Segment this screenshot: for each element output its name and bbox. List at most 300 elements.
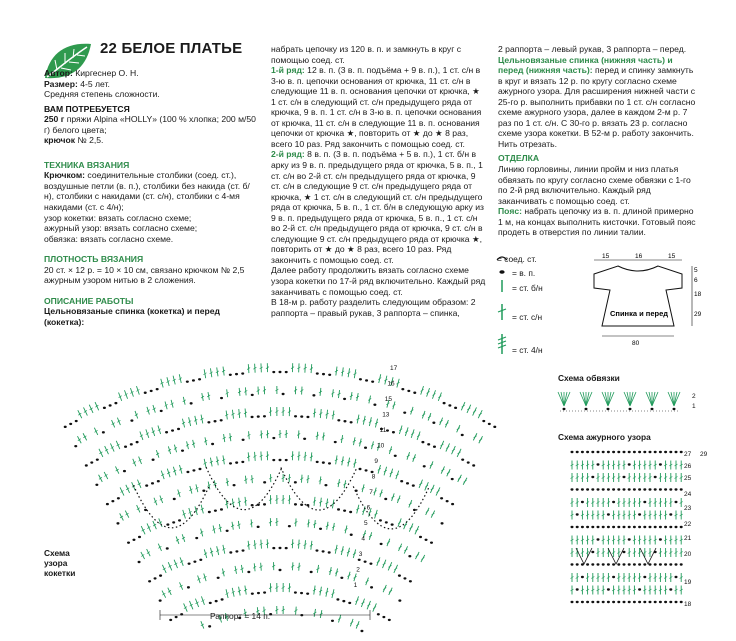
chain-dot — [166, 547, 169, 549]
chain-dot — [160, 410, 163, 412]
chain-dot — [617, 451, 620, 453]
chain-dot — [585, 408, 588, 410]
chain-dot — [597, 451, 600, 453]
chain-dot — [643, 451, 646, 453]
chain-dot — [617, 601, 620, 603]
technique-line: узор кокетки: вязать согласно схеме; — [44, 212, 192, 223]
chain-dot — [214, 509, 217, 511]
density-heading: ПЛОТНОСТЬ ВЯЗАНИЯ — [44, 254, 144, 265]
chain-dot — [186, 471, 189, 473]
chain-dot — [319, 528, 322, 530]
chain-dot — [591, 551, 594, 553]
chain-dot — [220, 508, 223, 510]
chain-dot — [114, 402, 117, 404]
chain-dot — [638, 451, 641, 453]
stitch-mark — [649, 392, 652, 406]
chain-dot — [607, 513, 610, 515]
chain-dot — [300, 592, 303, 594]
chain-dot — [288, 525, 291, 527]
hook-text: № 2,5. — [75, 135, 104, 146]
chain-dot — [364, 446, 367, 448]
chain-dot — [602, 451, 605, 453]
column-2 — [271, 44, 486, 318]
chain-dot — [398, 599, 401, 601]
chain-dot — [199, 559, 202, 561]
stitch-mark — [558, 392, 564, 406]
chain-dot — [272, 437, 275, 439]
author-label: Автор: — [44, 68, 73, 78]
chain-dot — [628, 538, 631, 540]
chain-dot — [659, 563, 662, 565]
stitch-mark — [627, 392, 630, 406]
chain-dot — [591, 601, 594, 603]
chain-dot — [95, 484, 98, 486]
chain-dot — [350, 421, 353, 423]
chain-dot — [340, 577, 343, 579]
row-number: 17 — [390, 365, 398, 372]
chain-dot — [441, 522, 444, 524]
chain-dot — [607, 526, 610, 528]
chain-dot — [576, 601, 579, 603]
chain-dot — [421, 441, 424, 443]
chain-dot — [680, 488, 683, 490]
chain-dot — [365, 469, 368, 471]
chain-dot — [263, 503, 266, 505]
difficulty-text: Средняя степень сложности. — [44, 89, 160, 100]
finish-text: Линию горловины, линии пройм и низ платья обвязать по кругу согласно схеме обвязки с 1-го по 2-й ряд включительно. Каждый ряд заканчивать с помощью соед. ст. — [498, 164, 691, 206]
chain-dot — [649, 563, 652, 565]
chain-dot — [312, 394, 315, 396]
chain-dot — [493, 426, 496, 428]
chain-dot — [123, 470, 126, 472]
chain-dot — [127, 541, 130, 543]
chain-dot — [207, 421, 210, 423]
chain-dot — [638, 601, 641, 603]
chain-dot — [669, 451, 672, 453]
chain-dot — [235, 461, 238, 463]
chain-dot — [633, 488, 636, 490]
chain-dot — [282, 393, 285, 395]
chain-dot — [145, 484, 148, 486]
chain-dot — [669, 588, 672, 590]
chain-dot — [103, 407, 106, 409]
technique-heading: ТЕХНИКА ВЯЗАНИЯ — [44, 159, 130, 170]
chain-dot — [597, 538, 600, 540]
chain-dot — [242, 549, 245, 551]
chain-dot — [659, 526, 662, 528]
divide-text: В 18-м р. работу разделить следующим образом: 2 раппорта – правый рукав, 3 раппорта – спинка, — [271, 297, 476, 318]
chain-dot — [654, 451, 657, 453]
chain-dot — [208, 625, 211, 627]
chain-dot — [408, 555, 411, 557]
chain-dot — [272, 459, 275, 461]
chain-dot — [649, 488, 652, 490]
belt-text: набрать цепочку из в. п. длиной примерно 1 м, на концах выполнить кисточки. Готовый пояс продеть в отверстия по линии талии. — [498, 206, 696, 238]
chain-dot — [144, 392, 147, 394]
chain-dot — [178, 519, 181, 521]
chain-dot — [132, 539, 135, 541]
chain-dot — [403, 411, 406, 413]
row-number: 7 — [369, 489, 373, 496]
chain-dot — [316, 372, 319, 374]
chain-dot — [181, 449, 184, 451]
chain-dot — [654, 601, 657, 603]
chain-dot — [607, 488, 610, 490]
chain-dot — [586, 488, 589, 490]
chain-dot — [388, 619, 391, 621]
chain-dot — [628, 563, 631, 565]
stitch-mark — [608, 392, 611, 406]
chain-dot — [643, 488, 646, 490]
chain-dot — [322, 550, 325, 552]
row-number: 19 — [684, 579, 692, 586]
chain-dot — [177, 428, 180, 430]
chain-dot — [638, 526, 641, 528]
chain-dot — [617, 488, 620, 490]
chain-dot — [664, 563, 667, 565]
chain-dot — [322, 461, 325, 463]
chain-dot — [102, 431, 105, 433]
chain-dot — [328, 374, 331, 376]
chain-dot — [109, 404, 112, 406]
chain-dot — [336, 598, 339, 600]
chain-dot — [322, 373, 325, 375]
dim-label: 5 — [694, 267, 698, 274]
chain-dot — [379, 519, 382, 521]
row1-text: 12 в. п. (3 в. п. подъёма + 9 в. п.), 1 ст. с/н в 3-ю в. п. цепочки основания от крючка, 11 ст. с/н в следующие 11 в. п. основания цепочки от крючка, ★ 1 ст. с/н в следующий ст. с/н предыдущего ряда от крючка, 9 в. п. 1 ст. с/н в 3-ю в. п. цепочки основания от крючка, 11 ст. с/н в следующие 11 в. п. основания цепочки от крючка ★, повторить от ★ до ★ 8 раз, всего 10 раз. Ряд закончить с помощью соед. ст. — [271, 65, 482, 149]
chain-dot — [217, 577, 220, 579]
stitch-mark — [580, 392, 586, 406]
chain-dot — [124, 445, 127, 447]
chain-dot — [306, 416, 309, 418]
chain-dot — [138, 536, 141, 538]
chain-dot — [633, 451, 636, 453]
chain-dot — [633, 601, 636, 603]
chain-dot — [659, 538, 662, 540]
chain-dot — [257, 504, 260, 506]
chain-dot — [172, 521, 175, 523]
chain-dot — [152, 459, 155, 461]
chain-dot — [165, 431, 168, 433]
chain-dot — [221, 598, 224, 600]
chain-dot — [602, 488, 605, 490]
chain-dot — [272, 371, 275, 373]
work-intro: Цельновязаные спинка (кокетка) и перед (кокетка): — [44, 306, 221, 327]
chain-dot — [90, 461, 93, 463]
chain-dot — [597, 526, 600, 528]
chain-dot — [279, 569, 282, 571]
chain-dot — [190, 402, 193, 404]
chain-dot — [369, 562, 372, 564]
chain-dot — [597, 563, 600, 565]
technique-line: обвязка: вязать согласно схеме. — [44, 233, 174, 244]
chain-dot — [169, 619, 172, 621]
chain-dot — [612, 488, 615, 490]
lower-text: перед и спинку замкнуть в круг и вязать 12 р. по кругу согласно схеме ажурного узора. Для расширения нижней части с 25-го р. выполнить прибавки по 1 ст. с/н согласно схеме ажурного узора, далее в каждом 2-м р. 7 раз по 1 ст. с/н. С 30-го р. вязать 23 р. согласно схеме узора кокетки. В 52-м р. работу закончить. Нить отрезать. — [498, 65, 696, 149]
row-number: 27 — [684, 451, 692, 458]
chain-dot — [576, 588, 579, 590]
repeat-label: Раппорт = 14 п. — [210, 611, 271, 621]
stitch-mark — [624, 392, 630, 406]
chain-dot — [643, 563, 646, 565]
chain-dot — [649, 601, 652, 603]
stitch-mark — [652, 392, 655, 406]
chain-dot — [448, 404, 451, 406]
crochet-text: соединительные столбики (соед. ст.), воздушные петли (в. п.), столбики без накида (ст. б/н), столбики с накидами (ст. с/н), столбики с 4-мя накидами (ст. с 4/н); — [44, 170, 250, 213]
chain-dot — [638, 588, 641, 590]
chain-dot — [597, 488, 600, 490]
chain-dot — [226, 530, 229, 532]
chain-dot — [74, 445, 77, 447]
chain-dot — [669, 488, 672, 490]
continue-text: Далее работу продолжить вязать согласно схеме узора кокетки по 17-й ряд включительно. Каждый ряд заканчивать с помощью соед. ст. — [271, 265, 486, 297]
chain-dot — [337, 508, 340, 510]
chain-dot — [581, 451, 584, 453]
chain-dot — [263, 591, 266, 593]
chain-dot — [279, 547, 282, 549]
chain-dot — [654, 526, 657, 528]
chain-dot — [472, 464, 475, 466]
chain-dot — [654, 488, 657, 490]
chain-dot — [643, 526, 646, 528]
chain-dot — [643, 601, 646, 603]
chain-dot — [370, 586, 373, 588]
chain-dot — [633, 526, 636, 528]
crochet-label: Крючком: — [44, 170, 86, 181]
chain-dot — [377, 613, 380, 615]
chain-dot — [413, 392, 416, 394]
chain-dot — [380, 543, 383, 545]
stitch-mark — [646, 392, 652, 406]
work-heading: ОПИСАНИЕ РАБОТЫ — [44, 295, 134, 306]
chain-dot — [612, 601, 615, 603]
chain-dot — [294, 481, 297, 483]
chain-dot — [257, 415, 260, 417]
chain-dot — [607, 588, 610, 590]
stitch-mark — [674, 392, 677, 406]
chain-dot — [148, 580, 151, 582]
chain-dot — [328, 462, 331, 464]
chain-dot — [591, 476, 594, 478]
chain-dot — [251, 592, 254, 594]
chain-dot — [359, 468, 362, 470]
column-1 — [44, 68, 256, 327]
row-number: 8 — [371, 473, 376, 481]
lace-chart — [560, 444, 710, 614]
chain-dot — [285, 547, 288, 549]
chain-dot — [343, 398, 346, 400]
chain-dot — [586, 526, 589, 528]
chain-dot — [130, 443, 133, 445]
chain-dot — [300, 415, 303, 417]
stitch-mark — [630, 392, 636, 406]
chain-dot — [571, 526, 574, 528]
chain-dot — [406, 482, 409, 484]
stitch-mark — [608, 392, 614, 406]
chain-dot — [359, 378, 362, 380]
chain-dot — [371, 380, 374, 382]
chain-dot — [306, 504, 309, 506]
chain-dot — [300, 504, 303, 506]
chain-dot — [576, 563, 579, 565]
row-number: 5 — [364, 520, 368, 527]
chain-dot — [675, 563, 678, 565]
chain-dot — [623, 451, 626, 453]
chain-dot — [649, 451, 652, 453]
chain-dot — [382, 616, 385, 618]
yoke-chart-label: Схема узора кокетки — [44, 548, 76, 578]
chain-dot — [669, 513, 672, 515]
row-number: 22 — [684, 521, 692, 528]
legend-double-crochet: = ст. с/н — [512, 312, 543, 322]
chain-dot — [409, 580, 412, 582]
row-number: 20 — [684, 551, 692, 558]
row-number: 25 — [684, 475, 692, 482]
chain-dot — [607, 451, 610, 453]
dim-label: 15 — [668, 253, 676, 260]
chain-dot — [157, 480, 160, 482]
stitch-mark — [564, 392, 567, 406]
stitch-mark — [561, 392, 564, 406]
row-number: 11 — [379, 427, 387, 434]
stitch-mark — [671, 392, 674, 406]
chain-dot — [343, 420, 346, 422]
chain-dot — [680, 451, 683, 453]
density-text: 20 ст. × 12 р. = 10 × 10 см, связано крючком № 2,5 ажурным узором нитью в 2 сложения. — [44, 264, 245, 286]
chain-dot — [612, 451, 615, 453]
chain-dot — [425, 539, 428, 541]
chain-dot — [623, 563, 626, 565]
chain-dot — [461, 434, 464, 436]
chain-dot — [451, 503, 454, 505]
dim-label: 16 — [635, 253, 643, 260]
stitch-mark — [652, 392, 658, 406]
chain-dot — [198, 378, 201, 380]
row-number: 6 — [366, 504, 371, 512]
chain-dot — [571, 601, 574, 603]
chain-dot — [150, 390, 153, 392]
chain-dot — [607, 408, 610, 410]
chain-dot — [638, 488, 641, 490]
chain-dot — [144, 509, 147, 511]
column-3 — [498, 44, 700, 238]
chain-dot — [159, 574, 162, 576]
stitch-mark — [586, 392, 589, 406]
fan-stitch — [608, 548, 624, 564]
chain-dot — [628, 526, 631, 528]
yarn-text: пряжи Alpina «HOLLY» (100 % хлопка; 200 м/50 г) белого цвета; — [44, 114, 256, 135]
chain-dot — [251, 416, 254, 418]
chain-dot — [597, 601, 600, 603]
chain-dot — [628, 601, 631, 603]
chain-dot — [576, 526, 579, 528]
row-number: 18 — [684, 601, 692, 608]
lace-chart-label: Схема ажурного узора — [558, 432, 651, 442]
row-number: 16 — [387, 380, 395, 388]
chain-dot — [242, 439, 245, 441]
chain-dot — [586, 601, 589, 603]
chain-dot — [263, 481, 266, 483]
chain-dot — [64, 426, 67, 428]
chain-dot — [229, 551, 232, 553]
row-number: 4 — [361, 535, 366, 543]
chain-dot — [117, 497, 120, 499]
chain-dot — [364, 560, 367, 562]
chain-dot — [294, 503, 297, 505]
chain-dot — [427, 443, 430, 445]
row-number: 1 — [353, 582, 358, 589]
row-number: 3 — [358, 551, 363, 558]
chain-dot — [623, 551, 626, 553]
chain-dot — [263, 415, 266, 417]
chain-dot — [581, 601, 584, 603]
chain-dot — [241, 461, 244, 463]
row-number: 29 — [700, 451, 708, 458]
col2-intro: набрать цепочку из 120 в. п. и замкнуть в круг с помощью соед. ст. — [271, 44, 462, 65]
chain-dot — [171, 429, 174, 431]
chain-dot — [186, 380, 189, 382]
chain-dot — [669, 526, 672, 528]
chain-dot — [623, 601, 626, 603]
chain-dot — [576, 513, 579, 515]
stitch-mark — [630, 392, 633, 406]
row2-text: 8 в. п. (3 в. п. подъёма + 5 в. п.), 1 ст. б/н в арку из 9 в. п. предыдущего ряда от крючка, 5 в. п., 1 ст. с/н во 2-й ст. с/н предыдущего ряда от крючка, 9 ст. с/н в следующие 9 ст. с/н предыдущего ряда от крючка, ★ 1 ст. с/н в следующий ст. с/н предыдущего ряда от крючка, 5 в. п., 1 ст. б/н в следующую арку из 9 в. п. предыдущего ряда от крючка, 5 в. п., 1 ст. с/н во 2-й ст. с/н предыдущего ряда от крючка, 9 ст. с/н в следующие 9 ст. с/н предыдущего ряда от крючка ★, повторить от ★ до ★ 8 раз, всего 10 раз. Ряд закончить с помощью соед. ст. — [271, 149, 484, 265]
author-value: Киргеснер О. Н. — [72, 68, 139, 78]
legend-chain: = в. п. — [512, 268, 536, 278]
chain-dot — [294, 591, 297, 593]
chain-dot — [571, 563, 574, 565]
chain-dot — [607, 601, 610, 603]
fan-stitch — [640, 548, 656, 564]
chain-dot — [198, 468, 201, 470]
chain-dot — [612, 501, 615, 503]
chain-dot — [664, 601, 667, 603]
row-number: 21 — [684, 535, 692, 542]
chain-dot — [675, 601, 678, 603]
stitch-mark — [586, 392, 592, 406]
chain-dot — [220, 419, 223, 421]
row-number: 24 — [684, 491, 692, 498]
chain-dot — [403, 577, 406, 579]
chain-dot — [193, 560, 196, 562]
chain-dot — [643, 576, 646, 578]
col3-intro: 2 раппорта – левый рукав, 3 раппорта – перед. — [498, 44, 687, 54]
chain-dot — [628, 488, 631, 490]
chain-dot — [628, 463, 631, 465]
chain-dot — [571, 488, 574, 490]
chain-dot — [392, 431, 395, 433]
chain-dot — [400, 480, 403, 482]
chain-dot — [669, 601, 672, 603]
chain-dot — [257, 526, 260, 528]
fan-stitch — [576, 548, 592, 564]
chain-dot — [294, 415, 297, 417]
chain-dot — [629, 408, 632, 410]
chain-dot — [215, 600, 218, 602]
chain-dot — [303, 438, 306, 440]
chain-dot — [669, 563, 672, 565]
chain-dot — [482, 420, 485, 422]
size-label: Размер: — [44, 78, 78, 89]
chain-dot — [337, 419, 340, 421]
chain-dot — [251, 504, 254, 506]
garment-schematic — [588, 252, 706, 350]
chain-dot — [451, 478, 454, 480]
chain-dot — [602, 526, 605, 528]
chain-dot — [407, 390, 410, 392]
chain-dot — [334, 441, 337, 443]
chain-dot — [612, 563, 615, 565]
